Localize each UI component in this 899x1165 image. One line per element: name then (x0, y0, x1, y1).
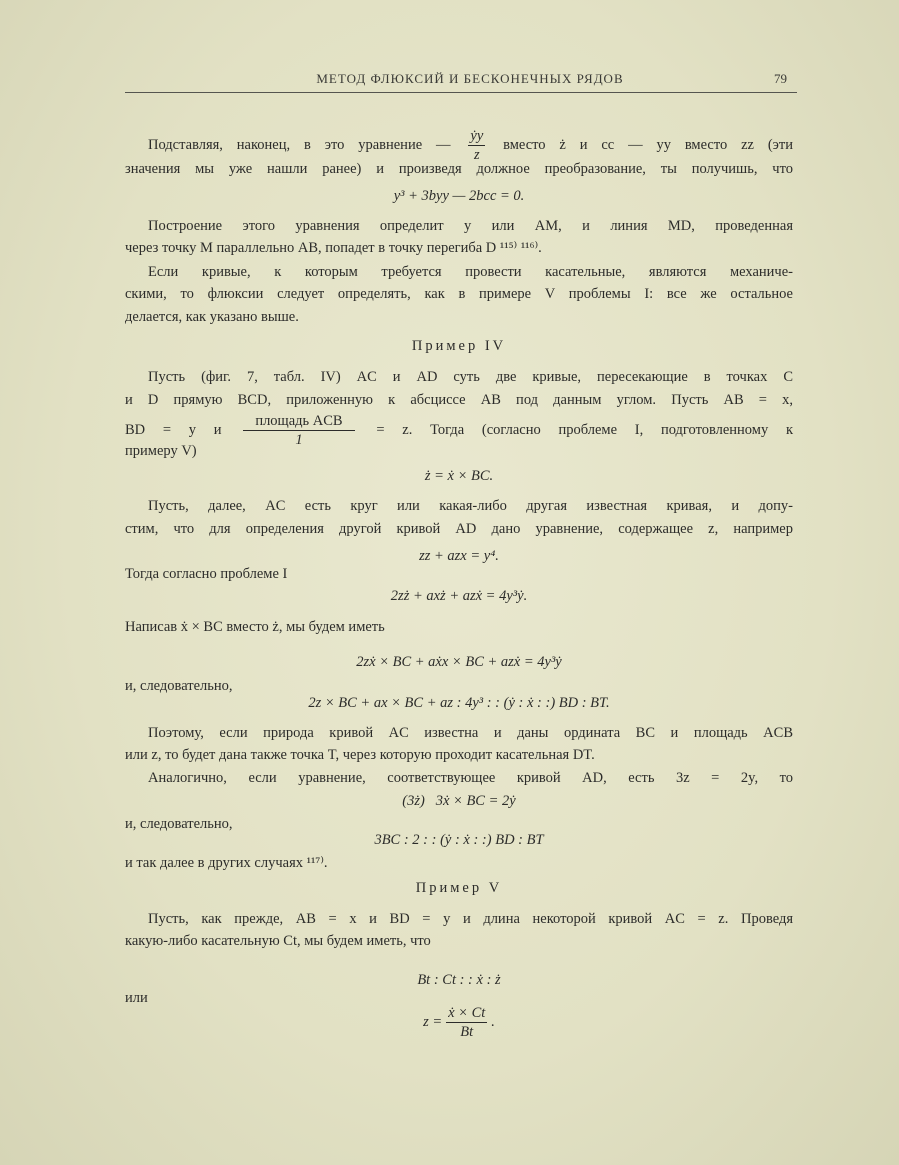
fraction (446, 1004, 487, 1041)
text-line: Пусть, далее, AC есть круг или какая-либо другая известная кривая, и допу- (148, 498, 793, 514)
text: вместо ż и cc — yy вместо zz (эти (503, 136, 793, 153)
fraction (468, 127, 485, 164)
text-line: и D прямую BCD, приложенную к абсциссе AB под данным углом. Пусть AB = x, (125, 392, 793, 408)
text-line: Аналогично, если уравнение, соответствующее кривой AD, есть 3z = 2y, то (148, 770, 793, 786)
numerator: площадь ACB (243, 412, 354, 431)
numerator: ẏy (470, 128, 484, 144)
text-line: делается, как указано выше. (125, 309, 299, 325)
denominator: z (474, 147, 480, 163)
equation: (3ż) 3ẋ × BC = 2ẏ (402, 793, 516, 809)
text-line: какую-либо касательную Ct, мы будем иметь, что (125, 933, 431, 949)
equation: zz + azx = y⁴. (419, 548, 499, 564)
text-line: и, следовательно, (125, 816, 233, 832)
text-line: и так далее в других случаях ¹¹⁷⁾. (125, 855, 328, 871)
text: BD = y и (125, 421, 222, 438)
text-line: примеру V) (125, 443, 197, 459)
text-line: через точку M параллельно AB, попадет в точку перегиба D ¹¹⁵⁾ ¹¹⁶⁾. (125, 240, 542, 256)
header-rule (125, 92, 797, 93)
text: Подставляя, наконец, в это уравнение — (148, 136, 451, 153)
text-line: скими, то флюксии следует определять, как в примере V проблемы I: все же остальное (125, 286, 793, 302)
equation: 3BC : 2 : : (ẏ : ẋ : :) BD : BT (374, 832, 544, 848)
text-line: Написав ẋ × BC вместо ż, мы будем иметь (125, 619, 385, 635)
text: = z. Тогда (согласно проблеме I, подготовленному к (376, 421, 793, 438)
text-line: и, следовательно, (125, 678, 233, 694)
section-heading: Пример V (415, 880, 503, 896)
text-line: Пусть, как прежде, AB = x и BD = y и длина некоторой кривой AC = z. Проведя (148, 911, 793, 927)
numerator: ẋ × Ct (448, 1005, 486, 1021)
equation: 2zż + axż + azẋ = 4y³ẏ. (390, 588, 528, 604)
denominator: Bt (460, 1024, 474, 1040)
text-line: Построение этого уравнения определит y или AM, и линия MD, проведенная (148, 218, 793, 234)
text-line: Пусть (фиг. 7, табл. IV) AC и AD суть две кривые, пересекающие в точках C (148, 369, 793, 385)
running-header: МЕТОД ФЛЮКСИЙ И БЕСКОНЕЧНЫХ РЯДОВ (316, 71, 624, 86)
equation: ż = ẋ × BC. (424, 468, 494, 484)
text-line: или z, то будет дана также точка T, через которую проходит касательная DT. (125, 747, 595, 763)
page-number: 79 (774, 71, 787, 86)
equation: Bt : Ct : : ẋ : ż (417, 972, 501, 988)
equation: y³ + 3byy — 2bcc = 0. (393, 188, 525, 204)
period: . (491, 1013, 495, 1030)
text-line: Поэтому, если природа кривой AC известна и даны ордината BC и площадь ACB (148, 725, 793, 741)
equation (125, 1004, 793, 1041)
text-line: значения мы уже нашли ранее) и произведя должное преобразование, ты получишь, что (125, 161, 793, 177)
equation: 2zẋ × BC + aẋx × BC + azẋ = 4y³ẏ (356, 654, 562, 670)
text-line: Тогда согласно проблеме I (125, 566, 288, 582)
text-line: Если кривые, к которым требуется провести касательные, являются механиче- (148, 264, 793, 280)
equation-lhs: z = (423, 1013, 443, 1030)
equation: 2z × BC + ax × BC + az : 4y³ : : (ẏ : ẋ : :) BD : BT. (308, 695, 610, 711)
text-line: или (125, 990, 148, 1006)
text-line (148, 127, 793, 164)
text-line: стим, что для определения другой кривой AD дано уравнение, содержащее z, например (125, 521, 793, 537)
denominator: 1 (295, 432, 303, 448)
section-heading: Пример IV (411, 338, 507, 354)
